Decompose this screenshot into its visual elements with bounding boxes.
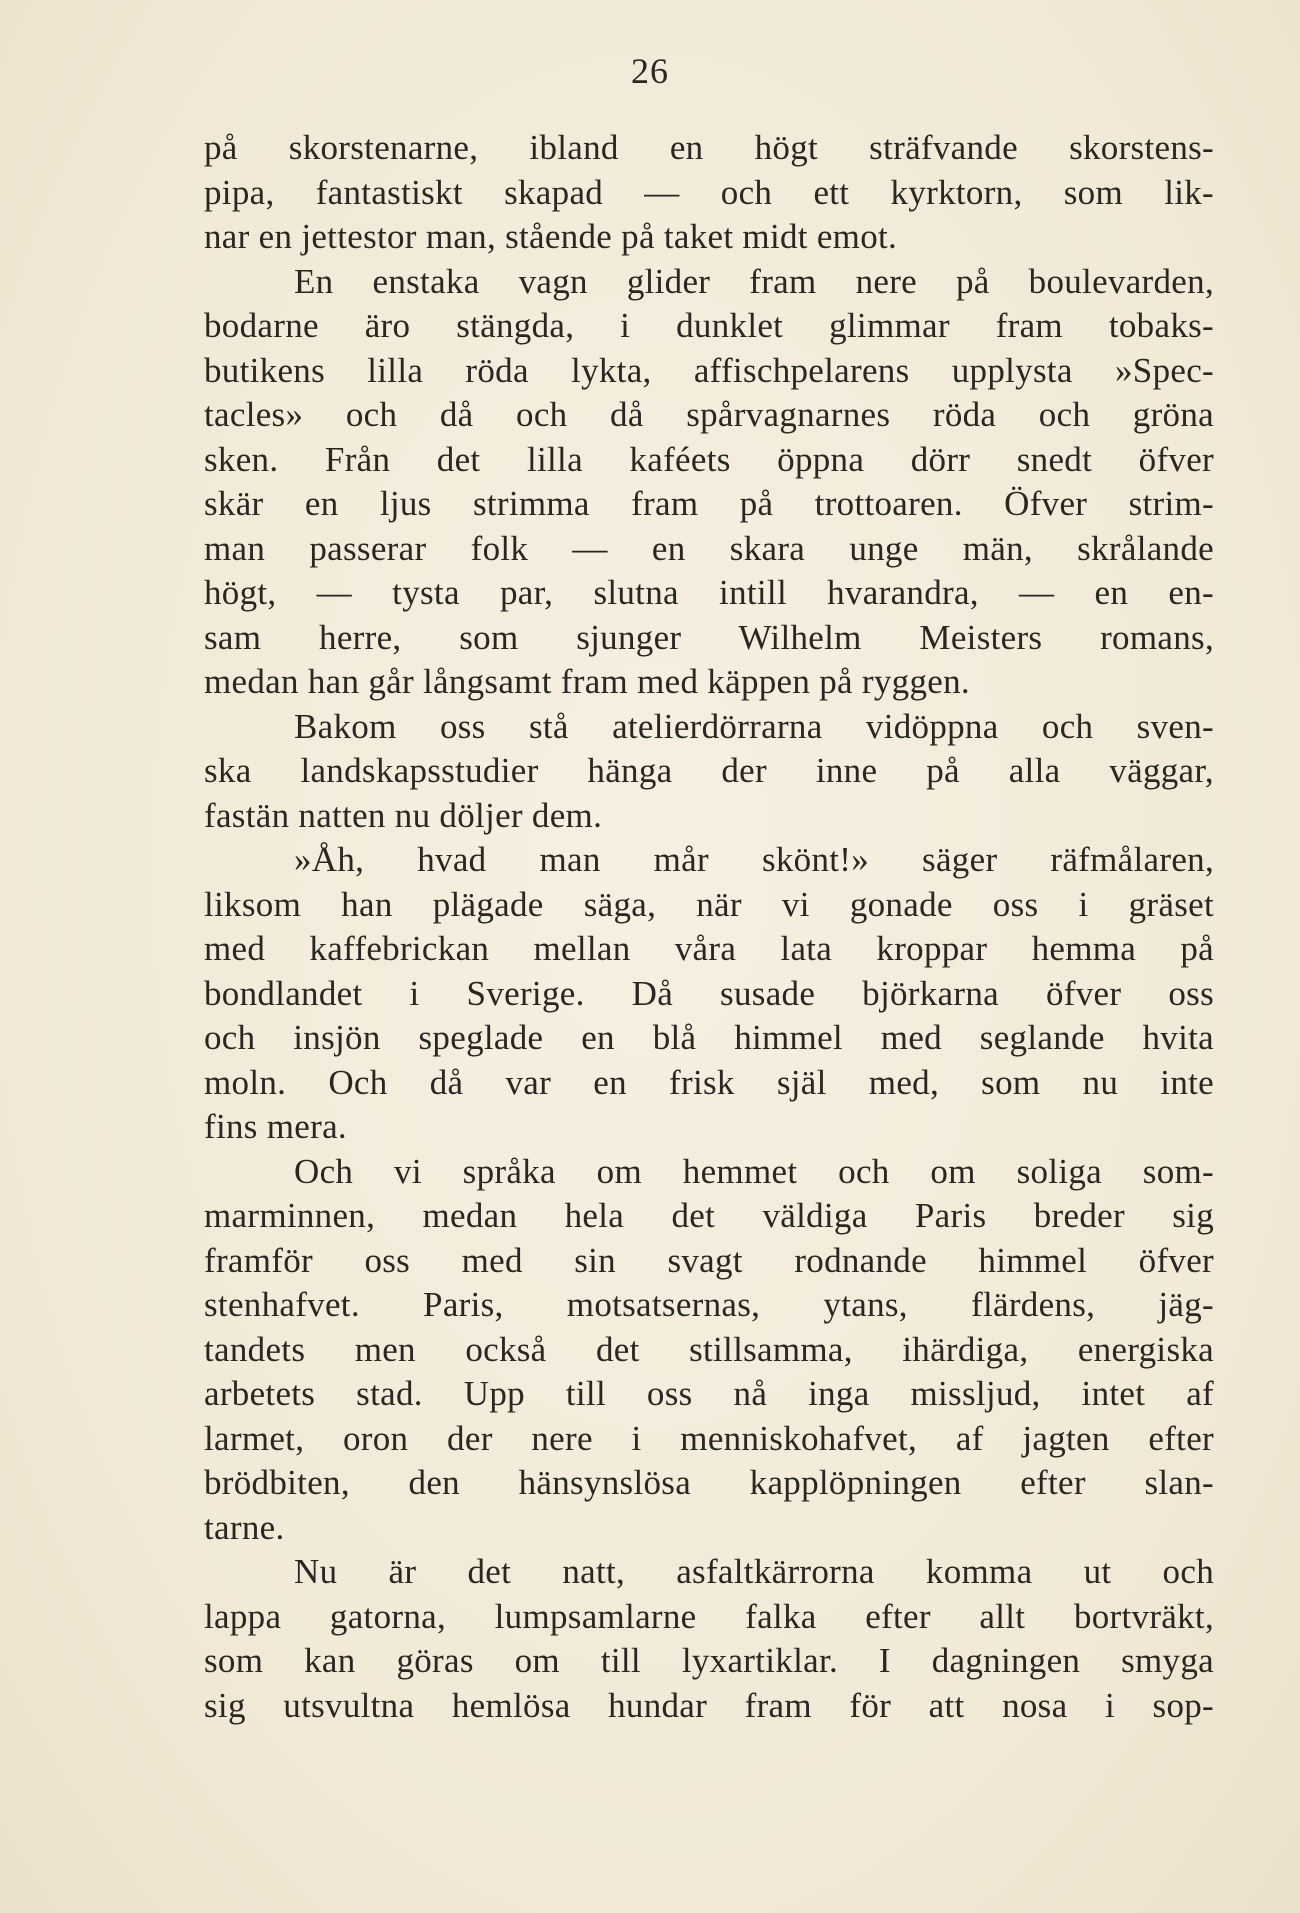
text-line: En enstaka vagn glider fram nere på boulevarden, bbox=[294, 261, 1214, 301]
text-line: pipa, fantastiskt skapad — och ett kyrktorn, som lik- bbox=[204, 172, 1214, 212]
text-line: sken. Från det lilla kaféets öppna dörr snedt öfver bbox=[204, 439, 1214, 479]
body-text bbox=[204, 126, 1214, 1728]
page-number: 26 bbox=[631, 51, 669, 91]
text-line: nar en jettestor man, stående på taket midt emot. bbox=[204, 217, 898, 256]
text-line: stenhafvet. Paris, motsatsernas, ytans, flärdens, jäg- bbox=[204, 1285, 1214, 1324]
text-line: fins mera. bbox=[204, 1107, 347, 1146]
text-line: skär en ljus strimma fram på trottoaren. Öfver strim- bbox=[204, 484, 1214, 523]
text-line: framför oss med sin svagt rodnande himmel öfver bbox=[204, 1240, 1214, 1280]
text-line: på skorstenarne, ibland en högt sträfvande skorstens- bbox=[204, 128, 1214, 167]
text-line: butikens lilla röda lykta, affischpelarens upplysta »Spec- bbox=[204, 350, 1214, 390]
text-line: moln. Och då var en frisk själ med, som nu inte bbox=[204, 1062, 1214, 1102]
text-line: »Åh, hvad man mår skönt!» säger räfmålaren, bbox=[294, 840, 1214, 879]
text-line: tarne. bbox=[204, 1507, 285, 1547]
text-line: Och vi språka om hemmet och om soliga som- bbox=[294, 1151, 1214, 1191]
text-line: och insjön speglade en blå himmel med seglande hvita bbox=[204, 1018, 1214, 1057]
text-line: man passerar folk — en skara unge män, skrålande bbox=[204, 528, 1214, 568]
text-line: ska landskapsstudier hänga der inne på alla väggar, bbox=[204, 751, 1214, 790]
text-line: larmet, oron der nere i menniskohafvet, af jagten efter bbox=[204, 1418, 1214, 1458]
text-line: bodarne äro stängda, i dunklet glimmar fram tobaks- bbox=[204, 306, 1214, 345]
text-line: med kaffebrickan mellan våra lata kroppar hemma på bbox=[204, 929, 1214, 968]
text-line: som kan göras om till lyxartiklar. I dagningen smyga bbox=[204, 1641, 1214, 1680]
text-line: Bakom oss stå atelierdörrarna vidöppna och sven- bbox=[294, 706, 1214, 746]
text-line: brödbiten, den hänsynslösa kapplöpningen efter slan- bbox=[204, 1463, 1214, 1502]
text-line: medan han går långsamt fram med käppen på ryggen. bbox=[204, 662, 970, 701]
text-line: sig utsvultna hemlösa hundar fram för att nosa i sop- bbox=[204, 1685, 1214, 1725]
text-line: sam herre, som sjunger Wilhelm Meisters romans, bbox=[204, 617, 1214, 657]
text-line: lappa gatorna, lumpsamlarne falka efter allt bortvräkt, bbox=[204, 1596, 1214, 1636]
text-line: liksom han plägade säga, när vi gonade oss i gräset bbox=[204, 884, 1214, 924]
text-line: fastän natten nu döljer dem. bbox=[204, 795, 603, 835]
text-line: tandets men också det stillsamma, ihärdiga, energiska bbox=[204, 1329, 1214, 1369]
text-line: Nu är det natt, asfaltkärrorna komma ut och bbox=[294, 1552, 1214, 1591]
text-line: högt, — tysta par, slutna intill hvarandra, — en en- bbox=[204, 573, 1214, 612]
text-line: bondlandet i Sverige. Då susade björkarna öfver oss bbox=[204, 973, 1214, 1013]
text-line: arbetets stad. Upp till oss nå inga missljud, intet af bbox=[204, 1374, 1214, 1413]
text-line: marminnen, medan hela det väldiga Paris breder sig bbox=[204, 1196, 1214, 1235]
text-line: tacles» och då och då spårvagnarnes röda och gröna bbox=[204, 395, 1214, 434]
